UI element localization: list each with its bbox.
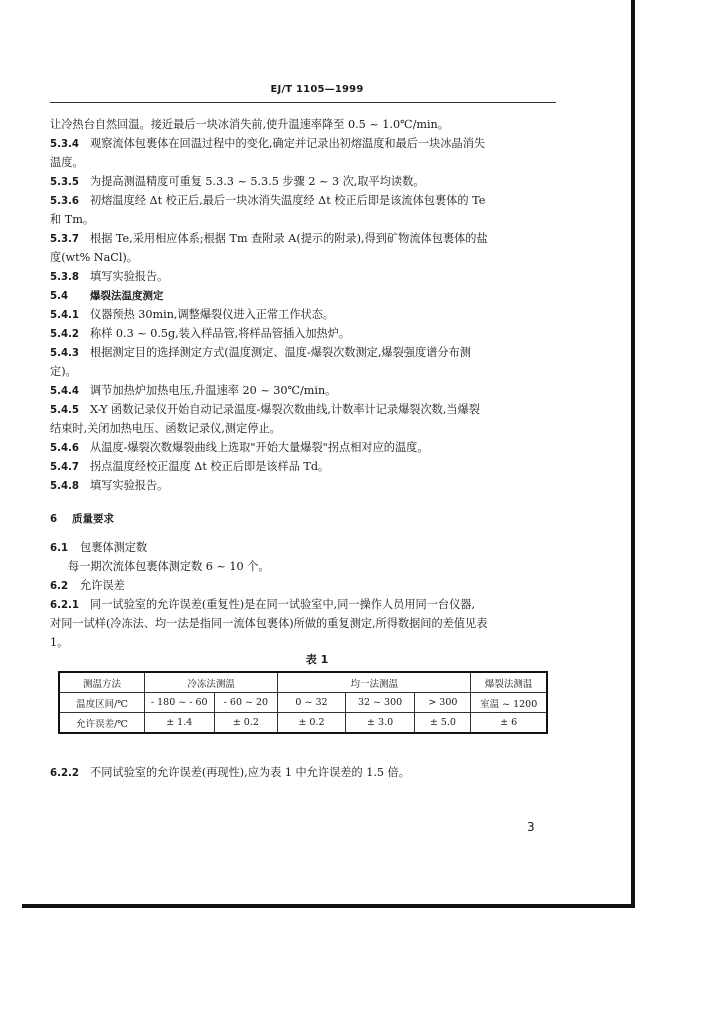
clause-number: 5.3.4 [50, 139, 80, 150]
clause-5-4-4 [50, 383, 560, 400]
section-6-1-heading [50, 540, 560, 557]
section-6-2-heading [50, 578, 560, 595]
clause-number: 5.3.5 [50, 177, 80, 188]
page-number: 3 [527, 820, 535, 834]
clause-number: 5.4.4 [50, 386, 80, 397]
section-title: 质量要求 [72, 513, 114, 525]
clause-text: 定)。 [50, 365, 77, 378]
header-rule [50, 102, 556, 103]
clause-text: 调节加热炉加热电压,升温速率 20 ~ 30℃/min。 [90, 384, 337, 397]
clause-text: 初熔温度经 Δt 校正后,最后一块冰消失温度经 Δt 校正后即是该流体包裹体的 Te [90, 194, 486, 207]
clause-text: 每一期次流体包裹体测定数 6 ~ 10 个。 [68, 560, 270, 573]
clause-number: 5.4.7 [50, 462, 80, 473]
clause-number: 5.4.8 [50, 481, 80, 492]
table-row [59, 713, 547, 734]
header-homogenization: 均一法测温 [278, 672, 471, 693]
clause-number: 6.2.2 [50, 768, 80, 779]
clause-5-3-6 [50, 193, 560, 210]
clause-text: 填写实验报告。 [90, 270, 169, 283]
error-tolerance-table [58, 671, 548, 734]
clause-number: 6 [50, 514, 58, 525]
clause-number: 6.1 [50, 543, 69, 554]
clause-number: 5.3.6 [50, 196, 80, 207]
table-cell: ± 6 [471, 713, 547, 734]
clause-text: 度(wt% NaCl)。 [50, 251, 138, 264]
table-title: 表 1 [305, 653, 329, 666]
clause-text: 称样 0.3 ~ 0.5g,装入样品管,将样品管插入加热炉。 [90, 327, 351, 340]
clause-text: 观察流体包裹体在回温过程中的变化,确定并记录出初熔温度和最后一块冰晶消失 [90, 137, 486, 150]
clause-number: 5.4.3 [50, 348, 80, 359]
clause-text: 同一试验室的允许误差(重复性)是在同一试验室中,同一操作人员用同一台仪器, [90, 598, 476, 611]
clause-text: 和 Tm。 [50, 213, 95, 226]
header-method: 测温方法 [59, 672, 144, 693]
clause-5-3-5 [50, 174, 560, 191]
clause-6-2-2 [50, 765, 560, 782]
clause-text: 让冷热台自然回温。接近最后一块冰消失前,使升温速率降至 0.5 ~ 1.0℃/min。 [50, 118, 449, 131]
clause-5-4-3 [50, 345, 560, 362]
row-label: 温度区间/℃ [59, 693, 144, 713]
paragraph-line [50, 117, 560, 133]
clause-text: 不同试验室的允许误差(再现性),应为表 1 中允许误差的 1.5 倍。 [90, 766, 410, 779]
table-cell: ± 0.2 [278, 713, 346, 734]
clause-text: 对同一试样(冷冻法、均一法是指同一流体包裹体)所做的重复测定,所得数据间的差值见表 [50, 617, 488, 630]
clause-text: 温度。 [50, 156, 84, 169]
clause-5-4-5 [50, 402, 560, 419]
document-code-header: EJ/T 1105—1999 [270, 84, 364, 95]
paragraph-line [50, 559, 578, 575]
paragraph-line [50, 155, 560, 171]
table-cell: - 60 ~ 20 [214, 693, 278, 713]
clause-text: 从温度-爆裂次数爆裂曲线上选取"开始大量爆裂"拐点相对应的温度。 [90, 441, 429, 454]
table-cell: 32 ~ 300 [345, 693, 415, 713]
table-cell: ± 1.4 [144, 713, 214, 734]
table-cell: > 300 [415, 693, 471, 713]
table-cell: - 180 ~ - 60 [144, 693, 214, 713]
clause-text: 结束时,关闭加热电压、函数记录仪,测定停止。 [50, 422, 281, 435]
clause-text: 仪器预热 30min,调整爆裂仪进入正常工作状态。 [90, 308, 335, 321]
page-border-right [631, 0, 635, 907]
clause-text: 根据 Te,采用相应体系;根据 Tm 查附录 A(提示的附录),得到矿物流体包裹体的盐 [90, 232, 488, 245]
table-row [59, 693, 547, 713]
clause-number: 5.3.8 [50, 272, 80, 283]
clause-5-4-6 [50, 440, 560, 457]
header-freeze: 冷冻法测温 [144, 672, 277, 693]
clause-5-3-4 [50, 136, 560, 153]
table-cell: 0 ~ 32 [278, 693, 346, 713]
clause-text: 填写实验报告。 [90, 479, 169, 492]
clause-5-4-2 [50, 326, 560, 343]
clause-5-4-1 [50, 307, 560, 324]
row-label: 允许误差/℃ [59, 713, 144, 734]
clause-number: 5.3.7 [50, 234, 80, 245]
clause-6-2-1 [50, 597, 560, 614]
section-6-heading [50, 511, 560, 528]
section-title: 允许误差 [80, 579, 125, 592]
clause-5-4-7 [50, 459, 560, 476]
table-cell: ± 3.0 [345, 713, 415, 734]
paragraph-line [50, 250, 560, 266]
table-header-row [59, 672, 547, 693]
paragraph-line [50, 635, 560, 651]
section-title: 爆裂法温度测定 [90, 290, 164, 302]
clause-5-4-8 [50, 478, 560, 495]
clause-number: 5.4.5 [50, 405, 80, 416]
paragraph-line [50, 212, 560, 228]
paragraph-line [50, 616, 560, 632]
clause-text: X-Y 函数记录仪开始自动记录温度-爆裂次数曲线,计数率计记录爆裂次数,当爆裂 [90, 403, 480, 416]
clause-number: 6.2.1 [50, 600, 80, 611]
clause-number: 5.4.2 [50, 329, 80, 340]
clause-text: 根据测定目的选择测定方式(温度测定、温度-爆裂次数测定,爆裂强度谱分布测 [90, 346, 471, 359]
clause-5-3-7 [50, 231, 560, 248]
section-title: 包裹体测定数 [80, 541, 148, 554]
clause-number: 5.4.6 [50, 443, 80, 454]
clause-text: 拐点温度经校正温度 Δt 校正后即是该样品 Td。 [90, 460, 330, 473]
table-cell: ± 0.2 [214, 713, 278, 734]
paragraph-line [50, 421, 560, 437]
clause-5-3-8 [50, 269, 560, 286]
clause-number: 5.4 [50, 291, 69, 302]
table-cell: ± 5.0 [415, 713, 471, 734]
section-5-4-heading [50, 288, 560, 305]
paragraph-line [50, 364, 560, 380]
page-border-bottom [22, 904, 635, 908]
clause-number: 6.2 [50, 581, 69, 592]
table-cell: 室温 ~ 1200 [471, 693, 547, 713]
clause-text: 1。 [50, 636, 69, 649]
header-burst: 爆裂法测温 [471, 672, 547, 693]
clause-number: 5.4.1 [50, 310, 80, 321]
clause-text: 为提高测温精度可重复 5.3.3 ~ 5.3.5 步骤 2 ~ 3 次,取平均读数。 [90, 175, 425, 188]
